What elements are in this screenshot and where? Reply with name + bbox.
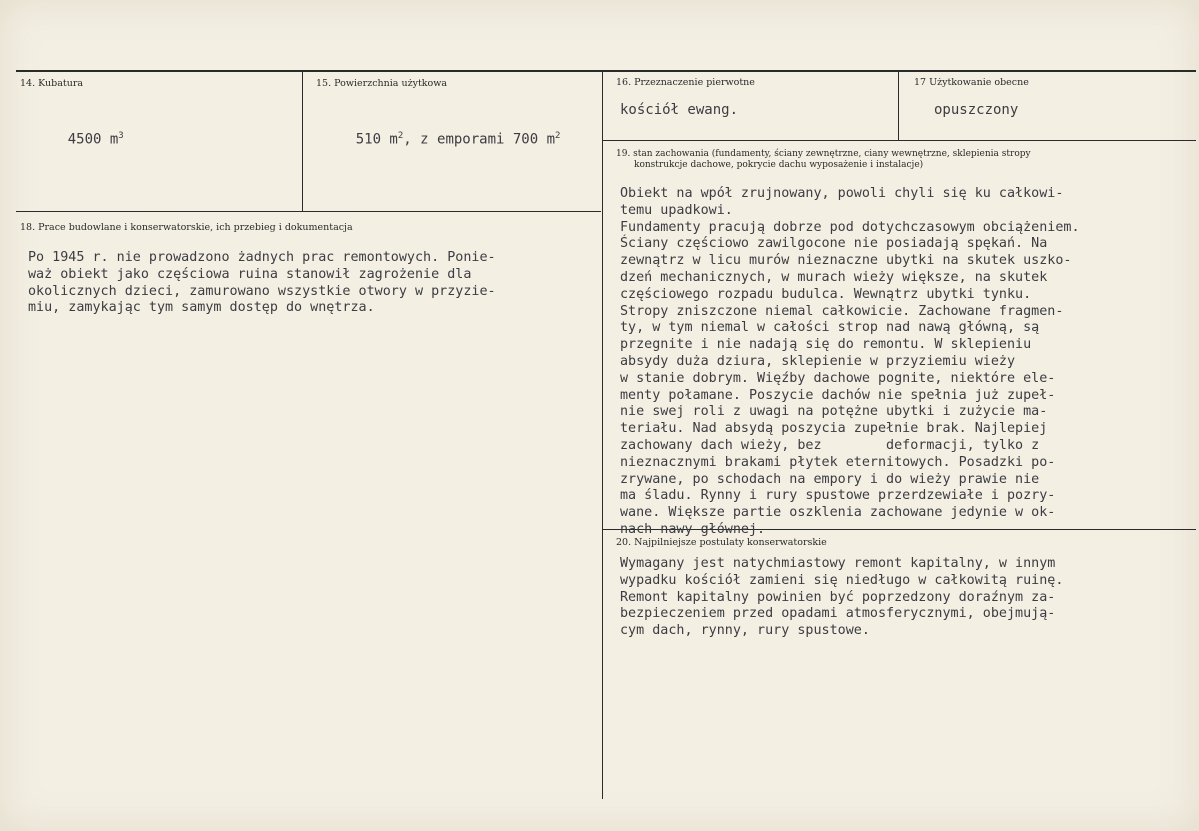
field-16-label: 16. Przeznaczenie pierwotne: [616, 77, 755, 88]
field-19-line: częściowego rozpadu budulca. Wewnątrz ubytki tynku.: [620, 286, 1032, 302]
field-18-line: Po 1945 r. nie prowadzono żadnych prac remontowych. Ponie-: [28, 250, 496, 265]
field-19-line: teriału. Nad absydą poszycia zupełnie brak. Najlepiej: [620, 421, 1048, 437]
field-15-value-b: , z emporami 700 m: [403, 131, 556, 148]
field-19-text: [620, 186, 1080, 539]
field-15-label: 15. Powierzchnia użytkowa: [316, 78, 448, 89]
field-19-line: zachowany dach wieży, bez deformacji, tylko z: [620, 437, 1040, 453]
top-rule: [16, 70, 1196, 72]
field-19-line: zrywane, po schodach na empory i do wieży prawie nie: [620, 471, 1040, 487]
row-rule-top-left: [16, 211, 601, 212]
field-14-label: 14. Kubatura: [20, 78, 84, 89]
col-rule-1: [302, 71, 303, 212]
field-20-text: [620, 556, 1063, 640]
field-20-line: cym dach, rynny, rury spustowe.: [620, 623, 870, 639]
field-19-line: nie swej roli z uwagi na potężne ubytki i zużycie ma-: [620, 404, 1048, 420]
field-19-line: Fundamenty pracują dobrze pod dotychczasowym obciążeniem.: [620, 219, 1080, 235]
field-18-line: waż obiekt jako częściowa ruina stanowił zagrożenie dla: [28, 266, 472, 282]
field-19-line: absydy duża dziura, sklepienie w przyziemiu wieży: [620, 353, 1016, 369]
field-20-label: 20. Najpilniejsze postulaty konserwatorskie: [616, 537, 827, 548]
field-18-text: [28, 250, 496, 317]
field-19-line: dzeń mechanicznych, w murach wieży większe, na skutek: [620, 269, 1048, 285]
field-14-value-sup: 3: [118, 131, 124, 141]
field-19-line: w stanie dobrym. Więźby dachowe pognite, niektóre ele-: [620, 370, 1056, 386]
field-14-value-text: 4500 m: [67, 131, 119, 148]
col-rule-2: [602, 71, 603, 799]
field-19-line: Stropy zniszczone niemal całkowicie. Zachowane fragmen-: [620, 303, 1064, 319]
field-19-line: Ściany częściowo zawilgocone nie posiadają spękań. Na: [620, 236, 1048, 252]
field-19-line: temu upadkowi.: [620, 202, 733, 218]
field-20-line: Wymagany jest natychmiastowy remont kapitalny, w innym: [620, 556, 1056, 571]
field-19-line: zewnątrz w licu murów nieznaczne ubytki na skutek uszko-: [620, 253, 1072, 269]
field-19-line: ty, w tym niemal w całości strop nad nawą główną, są: [620, 320, 1040, 336]
field-18-line: okolicznych dzieci, zamurowano wszystkie otwory w przyzie-: [28, 283, 496, 299]
field-15-value: [322, 115, 560, 164]
field-15-sup-b: 2: [555, 131, 561, 141]
row-rule-top-right: [603, 140, 1196, 141]
field-19-line: nach nawy głównej.: [620, 521, 766, 537]
field-14-value: [34, 115, 124, 164]
field-17-value: opuszczony: [934, 102, 1019, 118]
field-19-line: nieznacznymi brakami płytek eternitowych. Posadzki po-: [620, 454, 1056, 470]
field-20-line: Remont kapitalny powinien być poprzedzony doraźnym za-: [620, 589, 1056, 605]
field-15-value-a: 510 m: [355, 131, 398, 148]
field-18-label: 18. Prace budowlane i konserwatorskie, ich przebieg i dokumentacja: [20, 222, 353, 233]
field-19-line: przegnite i nie nadają się do remontu. W sklepieniu: [620, 337, 1032, 353]
field-19-line: menty połamane. Poszycie dachów nie spełnia już zupeł-: [620, 387, 1056, 403]
field-18-line: miu, zamykając tym samym dostęp do wnętrza.: [28, 300, 375, 316]
field-19-label-line1: 19. stan zachowania (fundamenty, ściany zewnętrzne, ciany wewnętrzne, sklepienia stropy: [616, 149, 1031, 159]
field-20-line: bezpieczeniem przed opadami atmosferycznymi, obejmują-: [620, 606, 1056, 622]
field-19-line: Obiekt na wpół zrujnowany, powoli chyli się ku całkowi-: [620, 186, 1064, 201]
field-20-line: wypadku kościół zamieni się niedługo w całkowitą ruinę.: [620, 572, 1064, 588]
field-19-label-line2: konstrukcje dachowe, pokrycie dachu wyposażenie i instalacje): [634, 160, 924, 170]
field-17-label: 17 Użytkowanie obecne: [914, 77, 1029, 88]
col-rule-3: [898, 71, 899, 141]
field-16-value: kościół ewang.: [620, 102, 739, 118]
field-19-line: wane. Większe partie oszklenia zachowane jedynie w ok-: [620, 505, 1056, 521]
field-19-line: ma śladu. Rynny i rury spustowe przerdzewiałe i pozry-: [620, 488, 1056, 504]
field-15-sup-a: 2: [397, 131, 404, 141]
